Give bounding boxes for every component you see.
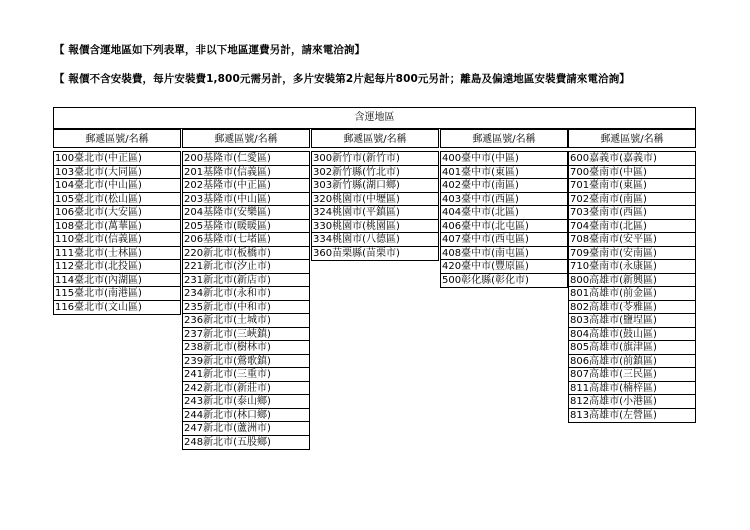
- zip-entry: 600嘉義市(嘉義市): [569, 152, 695, 166]
- zip-entry: 804高雄市(鼓山區): [569, 328, 695, 342]
- zip-entry: 320桃園市(中壢區): [312, 193, 438, 207]
- zip-entry: 244新北市(林口鄉): [183, 409, 309, 423]
- zip-entry: 303新竹縣(湖口鄉): [312, 179, 438, 193]
- zip-entry: 112臺北市(北投區): [54, 260, 180, 274]
- zip-entry: 805高雄市(旗津區): [569, 341, 695, 355]
- zip-entry: 813高雄市(左營區): [570, 409, 657, 421]
- zip-entry: 206基隆市(七堵區): [183, 233, 309, 247]
- column-header: 郵遞區號/名稱: [53, 129, 181, 148]
- zip-entry: 221新北市(汐止市): [183, 260, 309, 274]
- zip-entry: 234新北市(永和市): [183, 287, 309, 301]
- zip-entry: 239新北市(鶯歌鎮): [183, 355, 309, 369]
- column-header: 郵遞區號/名稱: [311, 129, 439, 148]
- zip-entry: 115臺北市(南港區): [54, 287, 180, 301]
- zip-entry: 231新北市(新店市): [183, 274, 309, 288]
- zip-entry: 105臺北市(松山區): [54, 193, 180, 207]
- zip-entry: 801高雄市(前金區): [569, 287, 695, 301]
- column-list: [440, 151, 568, 288]
- zip-entry: 500彰化縣(彰化市): [442, 274, 529, 286]
- zip-entry: 701臺南市(東區): [569, 179, 695, 193]
- zip-entry: 803高雄市(鹽埕區): [569, 314, 695, 328]
- zip-entry: 202基隆市(中正區): [183, 179, 309, 193]
- zip-entry: 205基隆市(暖暖區): [183, 220, 309, 234]
- column-list: [311, 151, 439, 261]
- zip-entry: 238新北市(樹林市): [183, 341, 309, 355]
- zip-entry: 807高雄市(三民區): [569, 368, 695, 382]
- zip-column: [440, 129, 568, 288]
- zip-entry: 204基隆市(安樂區): [183, 206, 309, 220]
- zip-entry: 108臺北市(萬華區): [54, 220, 180, 234]
- zip-entry: 236新北市(土城市): [183, 314, 309, 328]
- shipping-note: 【 報價含運地區如下列表單，非以下地區運費另計，請來電洽詢】: [54, 44, 366, 56]
- zip-entry: 404臺中市(北區): [441, 206, 567, 220]
- zip-entry: 403臺中市(西區): [441, 193, 567, 207]
- zip-entry: 334桃園市(八德區): [312, 233, 438, 247]
- zip-entry: 220新北市(板橋市): [183, 247, 309, 261]
- zip-entry: 104臺北市(中山區): [54, 179, 180, 193]
- installation-note: 【 報價不含安裝費，每片安裝費1,800元需另計，多片安裝第2片起每片800元另計；離島及偏遠地區安裝費請來電洽詢】: [54, 73, 630, 85]
- zip-entry: 704臺南市(北區): [569, 220, 695, 234]
- column-header: 郵遞區號/名稱: [440, 129, 568, 148]
- zip-entry: 242新北市(新莊市): [183, 382, 309, 396]
- zip-entry: 702臺南市(南區): [569, 193, 695, 207]
- zip-entry: 710臺南市(永康區): [569, 260, 695, 274]
- zip-entry: 802高雄市(苓雅區): [569, 301, 695, 315]
- zip-entry: 806高雄市(前鎮區): [569, 355, 695, 369]
- zip-entry: 116臺北市(文山區): [55, 301, 142, 313]
- zip-column: [311, 129, 439, 261]
- column-list: [568, 151, 696, 423]
- zip-entry: 703臺南市(西區): [569, 206, 695, 220]
- zip-entry: 248新北市(五股鄉): [184, 436, 271, 448]
- zip-entry: 360苗栗縣(苗栗市): [313, 247, 400, 259]
- zip-entry: 300新竹市(新竹市): [312, 152, 438, 166]
- zip-entry: 237新北市(三峽鎮): [183, 328, 309, 342]
- zip-entry: 811高雄市(楠梓區): [569, 382, 695, 396]
- zip-entry: 241新北市(三重市): [183, 368, 309, 382]
- zip-entry: 330桃園市(桃園區): [312, 220, 438, 234]
- zip-entry: 402臺中市(南區): [441, 179, 567, 193]
- zip-column: [182, 129, 310, 450]
- zip-entry: 103臺北市(大同區): [54, 166, 180, 180]
- zip-entry: 700臺南市(中區): [569, 166, 695, 180]
- column-list: [53, 151, 181, 315]
- zip-entry: 408臺中市(南屯區): [441, 247, 567, 261]
- zip-entry: 203基隆市(中山區): [183, 193, 309, 207]
- zip-entry: 235新北市(中和市): [183, 301, 309, 315]
- column-header: 郵遞區號/名稱: [568, 129, 696, 148]
- zip-entry: 111臺北市(士林區): [54, 247, 180, 261]
- zip-entry: 114臺北市(內湖區): [54, 274, 180, 288]
- column-header: 郵遞區號/名稱: [182, 129, 310, 148]
- zip-entry: 407臺中市(西屯區): [441, 233, 567, 247]
- zip-entry: 708臺南市(安平區): [569, 233, 695, 247]
- zip-entry: 406臺中市(北屯區): [441, 220, 567, 234]
- zip-entry: 100臺北市(中正區): [54, 152, 180, 166]
- zip-entry: 420臺中市(豐原區): [441, 260, 567, 274]
- zip-column: [53, 129, 181, 315]
- zip-entry: 302新竹縣(竹北市): [312, 166, 438, 180]
- zip-entry: 200基隆市(仁愛區): [183, 152, 309, 166]
- zip-entry: 800高雄市(新興區): [569, 274, 695, 288]
- zip-entry: 324桃園市(平鎮區): [312, 206, 438, 220]
- zip-entry: 401臺中市(東區): [441, 166, 567, 180]
- column-list: [182, 151, 310, 450]
- zip-column: [568, 129, 696, 423]
- zip-entry: 106臺北市(大安區): [54, 206, 180, 220]
- zip-entry: 247新北市(蘆洲市): [183, 422, 309, 436]
- zip-entry: 110臺北市(信義區): [54, 233, 180, 247]
- zip-entry: 243新北市(泰山鄉): [183, 395, 309, 409]
- zip-entry: 709臺南市(安南區): [569, 247, 695, 261]
- table-title: 含運地區: [354, 112, 395, 123]
- zip-entry: 201基隆市(信義區): [183, 166, 309, 180]
- zip-entry: 400臺中市(中區): [441, 152, 567, 166]
- zip-entry: 812高雄市(小港區): [569, 395, 695, 409]
